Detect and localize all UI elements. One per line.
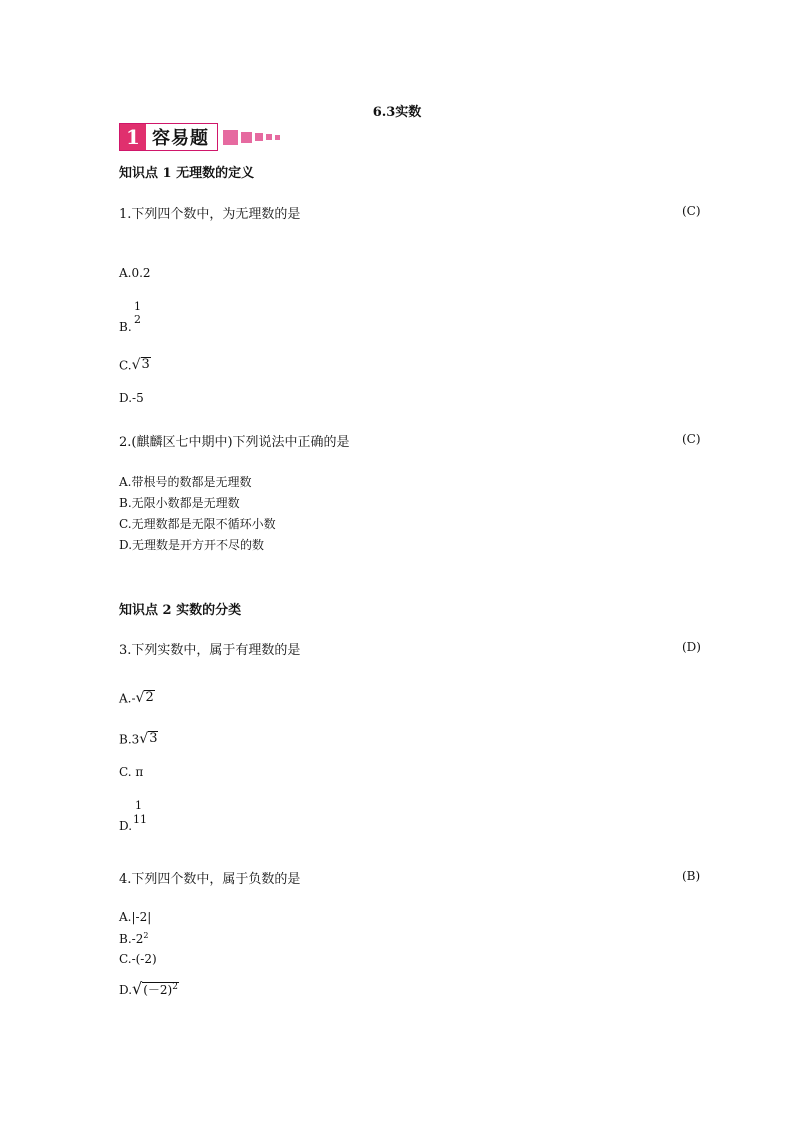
option-d: D.-5 [119,391,144,405]
question-stem: 1.下列四个数中，为无理数的是 [119,207,301,222]
option-b: B.无限小数都是无理数 [119,496,240,510]
option-label: A.- [119,691,136,706]
sqrt-expression [132,357,151,372]
square-icon [275,135,280,140]
option-label: D. [119,983,133,997]
question-stem: 4.下列四个数中，属于负数的是 [119,872,301,887]
option-label: D. [119,819,133,833]
knowledge-point-heading: 知识点 1 无理数的定义 [119,166,255,181]
option-a [119,690,155,705]
sqrt-expression [136,690,155,705]
question-answer: (D) [682,640,701,654]
option-b [119,931,148,946]
option-a: A.带根号的数都是无理数 [119,475,252,489]
fraction-denominator: 11 [133,813,147,826]
radical-sign-icon: √ [135,690,145,707]
banner-box [119,123,218,151]
radicand [142,982,179,997]
banner-number: 1 [120,124,146,150]
knowledge-point-heading: 知识点 2 实数的分类 [119,603,242,618]
option-b [119,731,158,746]
option-label: C. [119,358,132,373]
exponent: 2 [172,981,178,992]
exponent: 2 [143,931,149,940]
radical-sign-icon: √ [132,979,143,998]
option-c: C. π [119,765,144,779]
fraction-denominator: 2 [134,313,141,326]
section-banner [119,123,283,151]
radicand: 3 [141,357,150,372]
option-d [119,981,179,997]
option-label: B.-2 [119,932,144,946]
option-c: C.无理数都是无限不循环小数 [119,517,276,531]
question-answer: (C) [682,204,701,218]
option-d: D.无理数是开方开不尽的数 [119,538,265,552]
fraction-numerator: 1 [135,799,142,812]
option-c: C.-(-2) [119,952,157,966]
question-answer: (C) [682,432,701,446]
banner-label: 容易题 [152,128,209,149]
square-icon [266,134,272,140]
page-title: 6.3实数 [372,105,422,120]
decorative-squares [223,130,283,145]
sqrt-expression [132,981,179,997]
option-a: A.0.2 [119,266,151,280]
radicand-base: (－2) [143,982,173,997]
radical-sign-icon: √ [139,731,149,748]
question-stem: 2.(麒麟区七中期中)下列说法中正确的是 [119,435,350,450]
sqrt-expression [139,731,158,746]
option-label: B.3 [119,732,140,747]
square-icon [223,130,238,145]
question-stem: 3.下列实数中，属于有理数的是 [119,643,301,658]
option-c [119,357,151,372]
option-label: B. [119,320,132,334]
square-icon [255,133,263,141]
fraction-numerator: 1 [134,300,141,313]
question-answer: (B) [682,869,701,883]
radical-sign-icon: √ [131,357,141,374]
radicand: 3 [149,731,158,746]
option-a: A.|-2| [119,910,152,924]
square-icon [241,132,252,143]
radicand: 2 [145,690,154,705]
